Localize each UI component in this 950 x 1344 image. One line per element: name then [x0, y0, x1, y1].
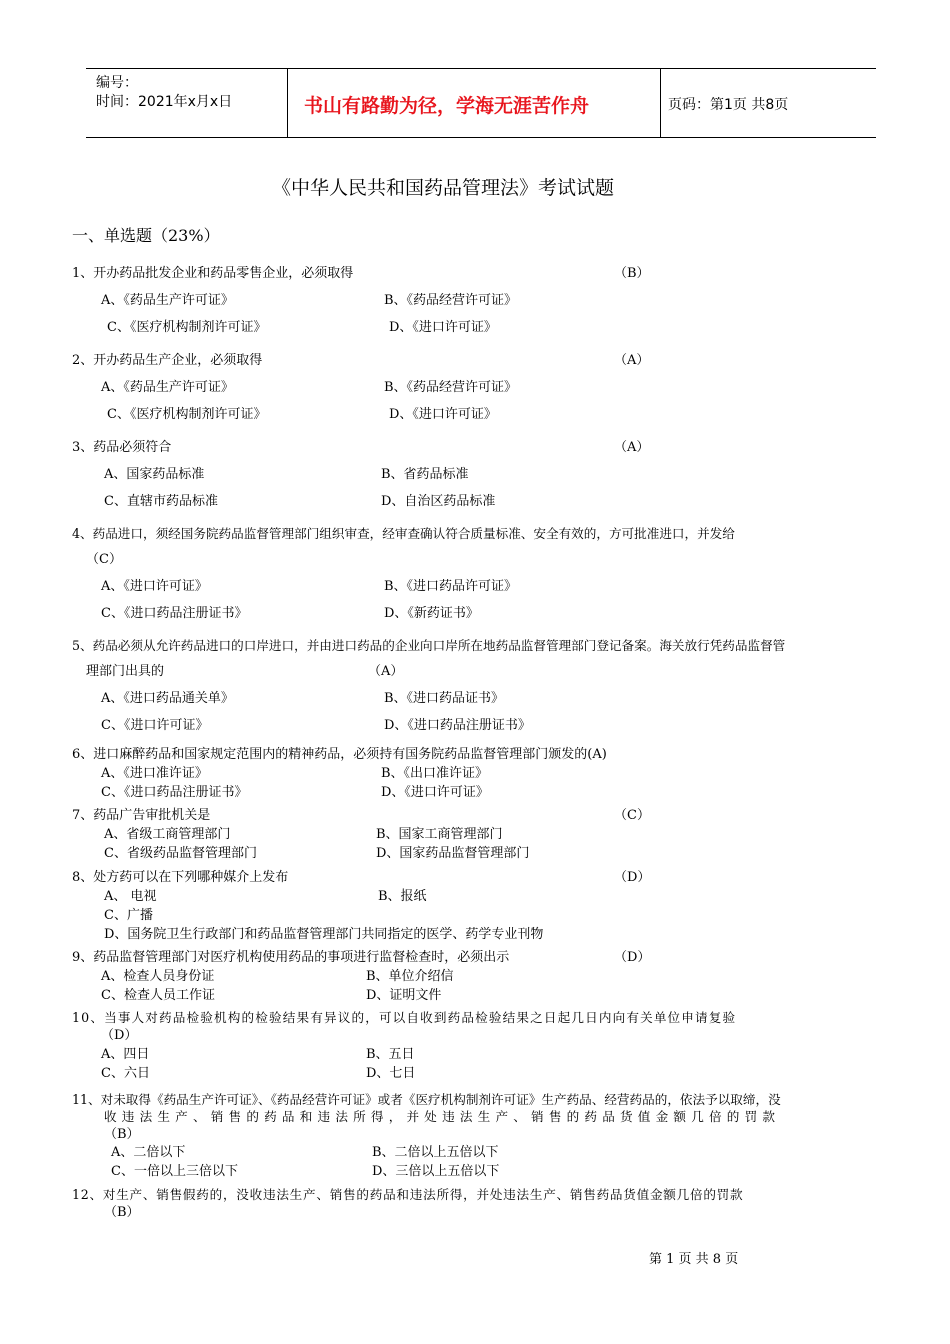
question-answer: （A） — [368, 664, 404, 679]
page-footer: 第 1 页 共 8 页 — [649, 1252, 739, 1267]
header-time: 时间：2021年x月x日 — [96, 94, 233, 110]
question-stem: 12、对生产、销售假药的，没收违法生产、销售的药品和违法所得，并处违法生产、销售药品货值金额几倍的罚款 — [72, 1187, 744, 1202]
header-number-label: 编号： — [96, 75, 138, 91]
question-answer: （B） — [614, 266, 650, 281]
option-a: A、《药品生产许可证》 — [101, 293, 234, 308]
option-a: A、《进口药品通关单》 — [101, 691, 234, 706]
option-c: C、《进口药品注册证书》 — [101, 785, 248, 800]
option-d: D、《进口许可证》 — [389, 320, 497, 335]
option-c: C、直辖市药品标准 — [104, 494, 218, 509]
question-stem: 1、开办药品批发企业和药品零售企业，必须取得 — [72, 266, 354, 281]
question-stem: 7、药品广告审批机关是 — [72, 808, 211, 823]
option-c: C、检查人员工作证 — [101, 988, 215, 1003]
question-stem: 11、对未取得《药品生产许可证》、《药品经营许可证》或者《医疗机构制剂许可证》生产药品、经营药品的，依法予以取缔，没 — [72, 1092, 781, 1107]
option-b: B、单位介绍信 — [366, 969, 454, 984]
option-d: D、《新药证书》 — [384, 606, 479, 621]
question-stem: 6、进口麻醉药品和国家规定范围内的精神药品，必须持有国务院药品监督管理部门颁发的(A) — [72, 747, 607, 762]
header-divider — [287, 69, 288, 137]
question-answer: （B） — [104, 1127, 140, 1142]
option-c: C、《医疗机构制剂许可证》 — [107, 320, 267, 335]
option-c: C、《进口许可证》 — [101, 718, 209, 733]
section-title: 一、单选题（23%） — [72, 226, 220, 245]
option-c: C、广播 — [104, 908, 153, 923]
question-answer: （D） — [614, 870, 651, 885]
option-a: A、省级工商管理部门 — [104, 827, 231, 842]
question-stem: 4、药品进口，须经国务院药品监督管理部门组织审查，经审查确认符合质量标准、安全有效的，方可批准进口，并发给 — [72, 526, 735, 541]
option-d: D、自治区药品标准 — [381, 494, 496, 509]
option-a: A、 电视 — [104, 889, 157, 904]
option-d: D、《进口许可证》 — [389, 407, 497, 422]
option-c: C、六日 — [101, 1066, 150, 1081]
option-b: B、二倍以上五倍以下 — [372, 1145, 499, 1160]
header-motto: 书山有路勤为径，学海无涯苦作舟 — [304, 95, 590, 117]
option-b: B、《进口药品许可证》 — [384, 579, 518, 594]
question-answer: （C） — [614, 808, 650, 823]
option-d: D、证明文件 — [366, 988, 442, 1003]
option-d: D、国务院卫生行政部门和药品监督管理部门共同指定的医学、药学专业刊物 — [104, 927, 544, 942]
question-stem: 5、药品必须从允许药品进口的口岸进口，并由进口药品的企业向口岸所在地药品监督管理部门登记备案。海关放行凭药品监督管 — [72, 638, 786, 653]
option-d: D、国家药品监督管理部门 — [376, 846, 530, 861]
option-d: D、三倍以上五倍以下 — [372, 1164, 500, 1179]
option-c: C、《进口药品注册证书》 — [101, 606, 248, 621]
option-a: A、四日 — [101, 1047, 150, 1062]
option-b: B、报纸 — [378, 889, 427, 904]
question-stem: 10、当事人对药品检验机构的检验结果有异议的，可以自收到药品检验结果之日起几日内向有关单位申请复验 — [72, 1010, 737, 1025]
option-b: B、五日 — [366, 1047, 415, 1062]
option-d: D、《进口许可证》 — [381, 785, 489, 800]
option-c: C、《医疗机构制剂许可证》 — [107, 407, 267, 422]
option-d: D、《进口药品注册证书》 — [384, 718, 531, 733]
option-a: A、检查人员身份证 — [101, 969, 215, 984]
question-answer: （C） — [86, 552, 122, 567]
option-b: B、省药品标准 — [381, 467, 469, 482]
question-stem: 2、开办药品生产企业，必须取得 — [72, 353, 263, 368]
question-answer: （D） — [614, 950, 651, 965]
option-b: B、国家工商管理部门 — [376, 827, 503, 842]
option-a: A、国家药品标准 — [104, 467, 205, 482]
question-answer: （A） — [614, 440, 650, 455]
document-title: 《中华人民共和国药品管理法》考试试题 — [272, 177, 615, 199]
header-page-info: 页码：第1页 共8页 — [668, 97, 789, 113]
question-answer: （A） — [614, 353, 650, 368]
question-answer: （B） — [104, 1205, 140, 1220]
question-answer: （D） — [101, 1028, 138, 1043]
option-a: A、《进口准许证》 — [101, 766, 208, 781]
question-stem: 3、药品必须符合 — [72, 440, 172, 455]
option-c: C、一倍以上三倍以下 — [111, 1164, 238, 1179]
option-d: D、七日 — [366, 1066, 416, 1081]
option-a: A、二倍以下 — [111, 1145, 186, 1160]
header-divider — [660, 69, 661, 137]
question-stem-continued: 理部门出具的 — [86, 664, 165, 679]
option-b: B、《出口准许证》 — [381, 766, 489, 781]
question-stem-continued: 收违法生产、销售的药品和违法所得，并处违法生产、销售的药品货值金额几倍的罚款 — [104, 1109, 781, 1124]
question-stem: 8、处方药可以在下列哪种媒介上发布 — [72, 870, 289, 885]
option-a: A、《药品生产许可证》 — [101, 380, 234, 395]
option-c: C、省级药品监督管理部门 — [104, 846, 257, 861]
option-a: A、《进口许可证》 — [101, 579, 208, 594]
question-stem: 9、药品监督管理部门对医疗机构使用药品的事项进行监督检查时，必须出示 — [72, 950, 510, 965]
option-b: B、《药品经营许可证》 — [384, 380, 518, 395]
option-b: B、《进口药品证书》 — [384, 691, 505, 706]
option-b: B、《药品经营许可证》 — [384, 293, 518, 308]
